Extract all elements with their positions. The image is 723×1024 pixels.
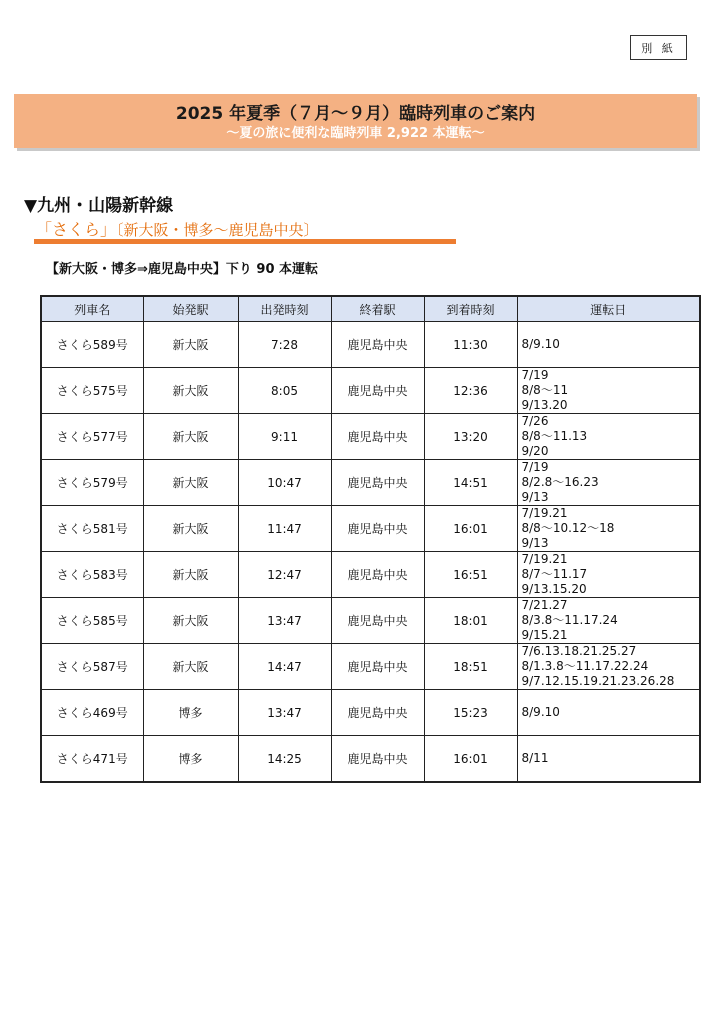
cell-departure: 12:47 bbox=[238, 552, 331, 598]
cell-origin: 新大阪 bbox=[143, 644, 238, 690]
cell-arrival: 16:01 bbox=[424, 506, 517, 552]
cell-train-name: さくら589号 bbox=[41, 322, 143, 368]
cell-departure: 10:47 bbox=[238, 460, 331, 506]
operating-day-line: 7/6.13.18.21.25.27 bbox=[521, 644, 637, 658]
cell-operating-days bbox=[517, 736, 700, 783]
table-row bbox=[41, 368, 700, 414]
cell-departure: 9:11 bbox=[238, 414, 331, 460]
cell-operating-days bbox=[517, 552, 700, 598]
cell-destination: 鹿児島中央 bbox=[331, 598, 424, 644]
operating-day-line: 8/8～10.12～18 bbox=[521, 521, 615, 535]
cell-train-name: さくら581号 bbox=[41, 506, 143, 552]
operating-day-line: 8/11 bbox=[521, 751, 549, 765]
table-row bbox=[41, 644, 700, 690]
operating-day-line: 9/13.20 bbox=[521, 398, 568, 412]
cell-train-name: さくら469号 bbox=[41, 690, 143, 736]
header-operating-days: 運転日 bbox=[517, 296, 700, 322]
direction-text: 【新大阪・博多⇒鹿児島中央】下り 90 本運転 bbox=[46, 262, 319, 277]
train-name: 「さくら」 bbox=[36, 220, 117, 239]
operating-day-line: 8/3.8～11.17.24 bbox=[521, 613, 618, 627]
operating-day-line: 8/8～11.13 bbox=[521, 429, 588, 443]
cell-destination: 鹿児島中央 bbox=[331, 690, 424, 736]
cell-train-name: さくら575号 bbox=[41, 368, 143, 414]
operating-day-line: 8/9.10 bbox=[521, 705, 560, 719]
table-row bbox=[41, 414, 700, 460]
cell-departure: 13:47 bbox=[238, 598, 331, 644]
timetable bbox=[40, 295, 701, 783]
heading-underline bbox=[34, 239, 456, 244]
cell-destination: 鹿児島中央 bbox=[331, 414, 424, 460]
cell-destination: 鹿児島中央 bbox=[331, 552, 424, 598]
cell-arrival: 18:51 bbox=[424, 644, 517, 690]
operating-day-line: 9/13 bbox=[521, 536, 549, 550]
cell-destination: 鹿児島中央 bbox=[331, 736, 424, 783]
banner-title: 2025 年夏季（７月～９月）臨時列車のご案内 bbox=[175, 104, 536, 124]
operating-day-line: 7/19 bbox=[521, 368, 549, 382]
cell-operating-days bbox=[517, 598, 700, 644]
operating-day-line: 9/13 bbox=[521, 490, 549, 504]
operating-day-line: 8/8～11 bbox=[521, 383, 569, 397]
annex-label: 別 紙 bbox=[630, 35, 687, 60]
timetable-header-row bbox=[41, 296, 700, 322]
cell-origin: 新大阪 bbox=[143, 460, 238, 506]
table-row bbox=[41, 322, 700, 368]
table-row bbox=[41, 690, 700, 736]
banner-subtitle: ～夏の旅に便利な臨時列車 2,922 本運転～ bbox=[226, 126, 485, 141]
cell-arrival: 13:20 bbox=[424, 414, 517, 460]
cell-destination: 鹿児島中央 bbox=[331, 368, 424, 414]
cell-operating-days bbox=[517, 322, 700, 368]
operating-day-line: 8/9.10 bbox=[521, 337, 560, 351]
operating-day-line: 9/20 bbox=[521, 444, 549, 458]
operating-day-line: 7/19.21 bbox=[521, 552, 568, 566]
cell-departure: 13:47 bbox=[238, 690, 331, 736]
cell-train-name: さくら471号 bbox=[41, 736, 143, 783]
cell-origin: 新大阪 bbox=[143, 368, 238, 414]
table-row bbox=[41, 506, 700, 552]
cell-arrival: 16:01 bbox=[424, 736, 517, 783]
cell-departure: 14:25 bbox=[238, 736, 331, 783]
cell-train-name: さくら577号 bbox=[41, 414, 143, 460]
title-banner bbox=[14, 94, 697, 148]
operating-day-line: 9/7.12.15.19.21.23.26.28 bbox=[521, 674, 675, 688]
train-route: 〔新大阪・博多～鹿児島中央〕 bbox=[116, 221, 319, 239]
operating-day-line: 7/21.27 bbox=[521, 598, 568, 612]
cell-train-name: さくら585号 bbox=[41, 598, 143, 644]
cell-departure: 8:05 bbox=[238, 368, 331, 414]
operating-day-line: 8/1.3.8～11.17.22.24 bbox=[521, 659, 649, 673]
cell-operating-days bbox=[517, 368, 700, 414]
cell-train-name: さくら579号 bbox=[41, 460, 143, 506]
cell-origin: 新大阪 bbox=[143, 322, 238, 368]
header-train-name: 列車名 bbox=[41, 296, 143, 322]
cell-arrival: 15:23 bbox=[424, 690, 517, 736]
table-row bbox=[41, 552, 700, 598]
cell-origin: 新大阪 bbox=[143, 598, 238, 644]
cell-arrival: 18:01 bbox=[424, 598, 517, 644]
cell-origin: 新大阪 bbox=[143, 506, 238, 552]
operating-day-line: 9/15.21 bbox=[521, 628, 568, 642]
cell-operating-days bbox=[517, 414, 700, 460]
cell-origin: 新大阪 bbox=[143, 414, 238, 460]
header-departure: 出発時刻 bbox=[238, 296, 331, 322]
cell-arrival: 14:51 bbox=[424, 460, 517, 506]
operating-day-line: 9/13.15.20 bbox=[521, 582, 587, 596]
cell-origin: 博多 bbox=[143, 690, 238, 736]
table-row bbox=[41, 736, 700, 783]
cell-arrival: 16:51 bbox=[424, 552, 517, 598]
cell-arrival: 11:30 bbox=[424, 322, 517, 368]
cell-operating-days bbox=[517, 644, 700, 690]
header-destination: 終着駅 bbox=[331, 296, 424, 322]
table-row bbox=[41, 598, 700, 644]
operating-day-line: 7/19.21 bbox=[521, 506, 568, 520]
section-title: ▼九州・山陽新幹線 bbox=[24, 196, 174, 216]
cell-destination: 鹿児島中央 bbox=[331, 506, 424, 552]
table-row bbox=[41, 460, 700, 506]
cell-operating-days bbox=[517, 690, 700, 736]
operating-day-line: 8/2.8～16.23 bbox=[521, 475, 599, 489]
header-origin: 始発駅 bbox=[143, 296, 238, 322]
cell-destination: 鹿児島中央 bbox=[331, 460, 424, 506]
operating-day-line: 8/7～11.17 bbox=[521, 567, 588, 581]
cell-departure: 7:28 bbox=[238, 322, 331, 368]
cell-origin: 博多 bbox=[143, 736, 238, 783]
cell-arrival: 12:36 bbox=[424, 368, 517, 414]
cell-train-name: さくら583号 bbox=[41, 552, 143, 598]
cell-origin: 新大阪 bbox=[143, 552, 238, 598]
cell-departure: 14:47 bbox=[238, 644, 331, 690]
header-arrival: 到着時刻 bbox=[424, 296, 517, 322]
operating-day-line: 7/26 bbox=[521, 414, 549, 428]
train-heading bbox=[36, 217, 319, 240]
cell-departure: 11:47 bbox=[238, 506, 331, 552]
cell-destination: 鹿児島中央 bbox=[331, 322, 424, 368]
cell-train-name: さくら587号 bbox=[41, 644, 143, 690]
cell-operating-days bbox=[517, 506, 700, 552]
cell-operating-days bbox=[517, 460, 700, 506]
operating-day-line: 7/19 bbox=[521, 460, 549, 474]
cell-destination: 鹿児島中央 bbox=[331, 644, 424, 690]
